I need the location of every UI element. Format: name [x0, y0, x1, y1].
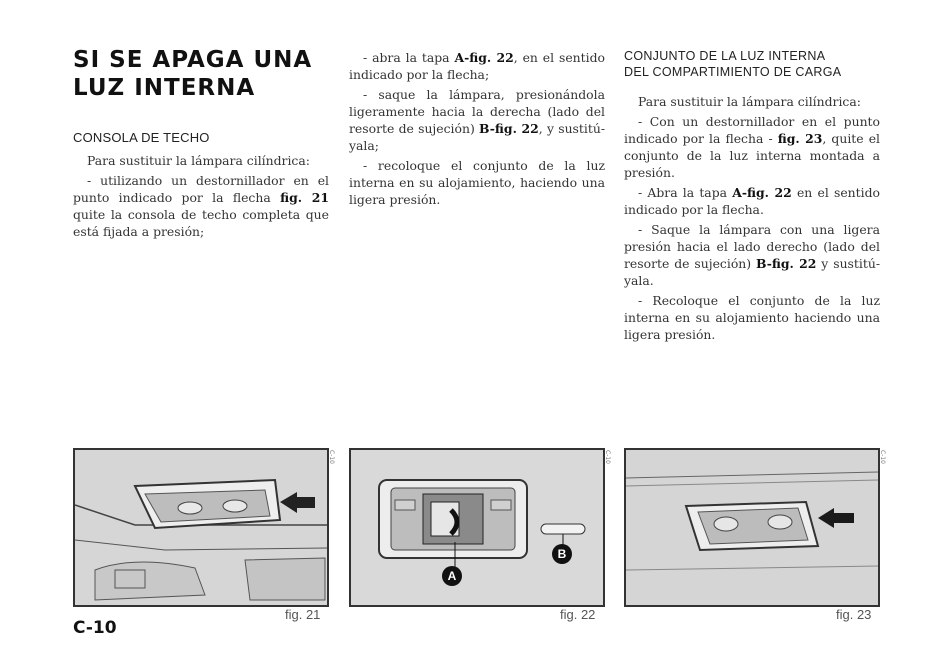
callout-a: A [442, 566, 462, 586]
col3-p2-a: - Con un destornillador en el punto indicado por la flecha - [624, 114, 880, 146]
fig22-code: C-10 [604, 450, 611, 464]
col3-p3 [624, 184, 880, 218]
col3-p4 [624, 221, 880, 289]
col3-p3-a: - Abra la tapa [638, 185, 733, 200]
col1-p2-b: quite la consola de techo completa que está fijada a presión; [73, 207, 329, 239]
fig21-ref: fig. 21 [280, 190, 329, 205]
fig22a-ref: A-fig. 22 [454, 50, 514, 65]
col3-p4-b: y sustitúyala. [624, 256, 881, 288]
col2-p3: - recoloque el conjunto de la luz interna en su alojamiento, haciendo una ligera presión. [349, 158, 605, 207]
col3-p3-b: en el sentido indicado por la flecha. [624, 185, 880, 217]
col3-p4-a: - Saque la lámpara con una ligera presión hacia el lado derecho (lado del resorte de sujeción) [624, 222, 880, 271]
col3-p5: - Recoloque el conjunto de la luz interna en su alojamiento haciendo una ligera presión. [624, 293, 880, 342]
col3-p2-b: , quite el conjunto de la luz interna montada a presión. [624, 131, 880, 180]
callout-b: B [552, 544, 572, 564]
col1-p1: Para sustituir la lámpara cilíndrica: [87, 153, 310, 168]
fig21-caption: fig. 21 [285, 607, 321, 622]
col2-p1-b: , en el sentido indicado por la flecha; [349, 50, 605, 82]
fig21-code: C-10 [328, 450, 335, 464]
col3-p1: Para sustituir la lámpara cilíndrica: [638, 94, 861, 109]
fig22-illustration [351, 450, 603, 605]
fig21-illustration [75, 450, 327, 605]
title-line-1: SI SE APAGA UNA [73, 47, 313, 73]
col1-p2 [73, 172, 329, 240]
col2-text [349, 49, 605, 211]
heading-carga [624, 48, 894, 80]
col1-text [73, 152, 329, 243]
figure-21 [73, 448, 329, 607]
heading-consola: CONSOLA DE TECHO [73, 130, 210, 145]
heading-carga-line2: DEL COMPARTIMIENTO DE CARGA [624, 65, 842, 79]
heading-carga-line1: CONJUNTO DE LA LUZ INTERNA [624, 49, 826, 63]
section-title [73, 46, 333, 102]
col2-p1 [349, 49, 605, 83]
fig22b-ref: B-fig. 22 [479, 121, 539, 136]
col1-p2-a: - utilizando un destornillador en el punto indicado por la flecha [73, 173, 329, 205]
col3-text [624, 93, 880, 346]
figure-23 [624, 448, 880, 607]
fig22-caption: fig. 22 [560, 607, 596, 622]
title-line-2: LUZ INTERNA [73, 75, 256, 101]
col2-p2-b: , y sustitúyala; [349, 121, 606, 153]
fig23-ref: fig. 23 [777, 131, 823, 146]
col3-p2 [624, 113, 880, 181]
page-number: C-10 [73, 618, 117, 638]
col2-p2 [349, 86, 605, 154]
fig23-caption: fig. 23 [836, 607, 872, 622]
col2-p1-a: - abra la tapa [363, 50, 455, 65]
col2-p2-a: - saque la lámpara, presionándola ligeramente hacia la derecha (lado del resorte de sujeción) [349, 87, 605, 136]
col3-fig22a-ref: A-fig. 22 [732, 185, 792, 200]
fig23-code: C-10 [879, 450, 886, 464]
fig23-illustration [626, 450, 878, 605]
col3-fig22b-ref: B-fig. 22 [756, 256, 817, 271]
figure-22 [349, 448, 605, 607]
